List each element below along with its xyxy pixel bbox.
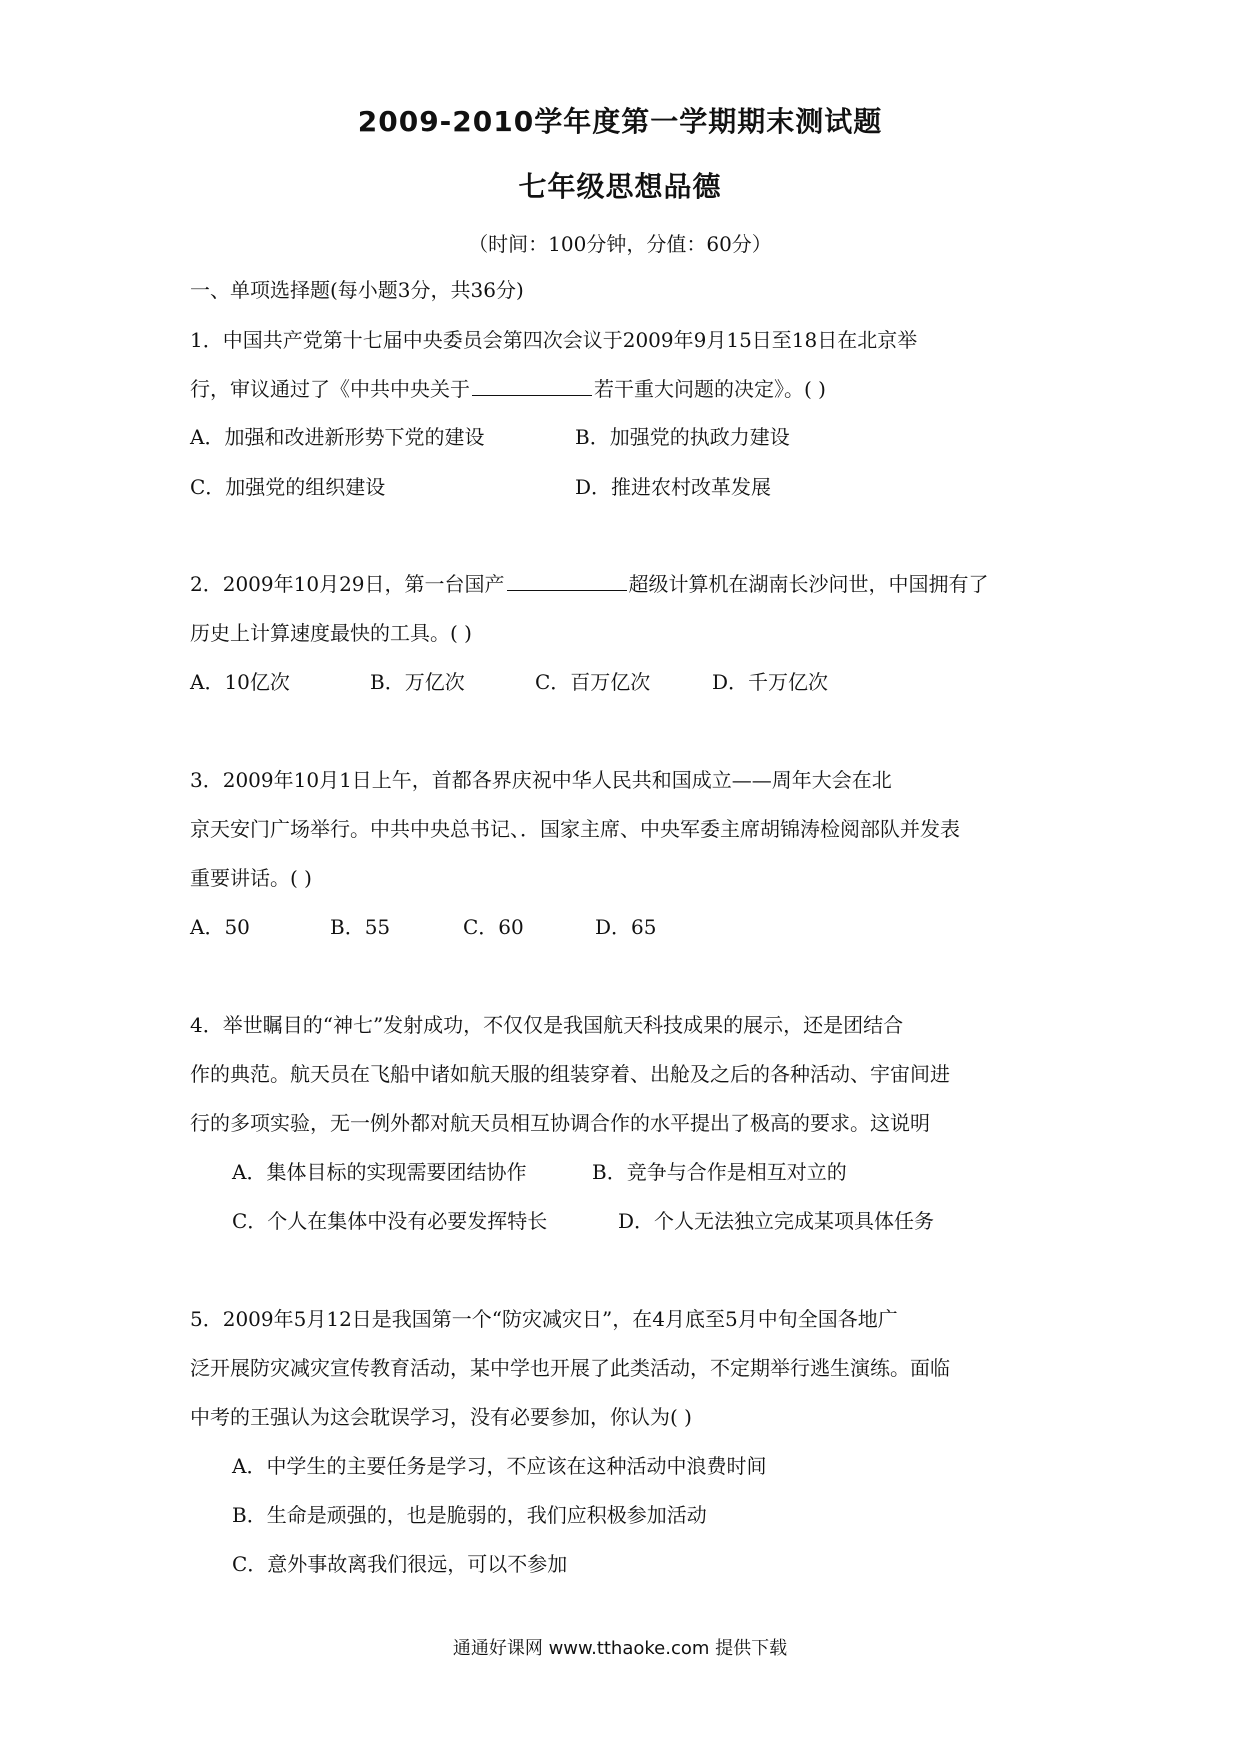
page-footer: 通通好课网 www.tthaoke.com 提供下载: [452, 1638, 788, 1659]
q1-line2: [190, 375, 826, 403]
q3-option-d: D．65: [595, 915, 657, 939]
q1-line2-post: 若干重大问题的决定》。( ): [594, 377, 826, 401]
q1-line2-pre: 行，审议通过了《中共中央关于: [190, 377, 470, 401]
q4-option-c: C．个人在集体中没有必要发挥特长: [232, 1209, 548, 1233]
q5-line1: 5．2009年5月12日是我国第一个“防灾减灾日”，在4月底至5月中旬全国各地广: [190, 1307, 898, 1331]
q1-option-c: C．加强党的组织建设: [190, 475, 386, 499]
q1-option-b: B．加强党的执政力建设: [575, 425, 790, 449]
q2-line1-pre: 2．2009年10月29日，第一台国产: [190, 572, 505, 596]
q1-blank: [472, 375, 592, 396]
q5-option-a: A．中学生的主要任务是学习，不应该在这种活动中浪费时间: [232, 1454, 767, 1478]
q5-line3: 中考的王强认为这会耽误学习，没有必要参加，你认为( ): [190, 1405, 692, 1429]
q2-option-b: B．万亿次: [370, 670, 465, 694]
exam-title: 2009-2010学年度第一学期期末测试题: [357, 105, 883, 138]
q1-option-a: A．加强和改进新形势下党的建设: [190, 425, 485, 449]
q3-option-c: C．60: [463, 915, 524, 939]
q2-line1-post: 超级计算机在湖南长沙问世，中国拥有了: [628, 572, 989, 596]
q3-line3: 重要讲话。( ): [190, 866, 312, 890]
exam-info: （时间：100分钟，分值：60分）: [468, 232, 772, 256]
q2-option-a: A．10亿次: [190, 670, 290, 694]
q3-line1: 3．2009年10月1日上午，首都各界庆祝中华人民共和国成立——周年大会在北: [190, 768, 892, 792]
exam-subject: 七年级思想品德: [518, 170, 722, 203]
q1-line1: 1．中国共产党第十七届中央委员会第四次会议于2009年9月15日至18日在北京举: [190, 328, 918, 352]
q5-option-c: C．意外事故离我们很远，可以不参加: [232, 1552, 568, 1576]
q4-line2: 作的典范。航天员在飞船中诸如航天服的组装穿着、出舱及之后的各种活动、宇宙间进: [190, 1062, 950, 1086]
q2-line1: [190, 570, 989, 598]
q3-line2: 京天安门广场举行。中共中央总书记、．国家主席、中央军委主席胡锦涛检阅部队并发表: [190, 817, 960, 841]
q5-option-b: B．生命是顽强的，也是脆弱的，我们应积极参加活动: [232, 1503, 707, 1527]
q3-option-a: A．50: [190, 915, 250, 939]
q2-option-c: C．百万亿次: [535, 670, 651, 694]
q2-blank: [507, 570, 627, 591]
q4-option-d: D．个人无法独立完成某项具体任务: [618, 1209, 935, 1233]
section-heading: 一、单项选择题(每小题3分，共36分): [190, 278, 524, 302]
q4-option-b: B．竞争与合作是相互对立的: [592, 1160, 847, 1184]
q2-option-d: D．千万亿次: [712, 670, 829, 694]
q4-line3: 行的多项实验，无一例外都对航天员相互协调合作的水平提出了极高的要求。这说明: [190, 1111, 930, 1135]
q5-line2: 泛开展防灾减灾宣传教育活动，某中学也开展了此类活动，不定期举行逃生演练。面临: [190, 1356, 950, 1380]
q4-option-a: A．集体目标的实现需要团结协作: [232, 1160, 527, 1184]
q1-option-d: D．推进农村改革发展: [575, 475, 772, 499]
q3-option-b: B．55: [330, 915, 391, 939]
q2-line2: 历史上计算速度最快的工具。( ): [190, 621, 472, 645]
q4-line1: 4．举世瞩目的“神七”发射成功，不仅仅是我国航天科技成果的展示，还是团结合: [190, 1013, 904, 1037]
